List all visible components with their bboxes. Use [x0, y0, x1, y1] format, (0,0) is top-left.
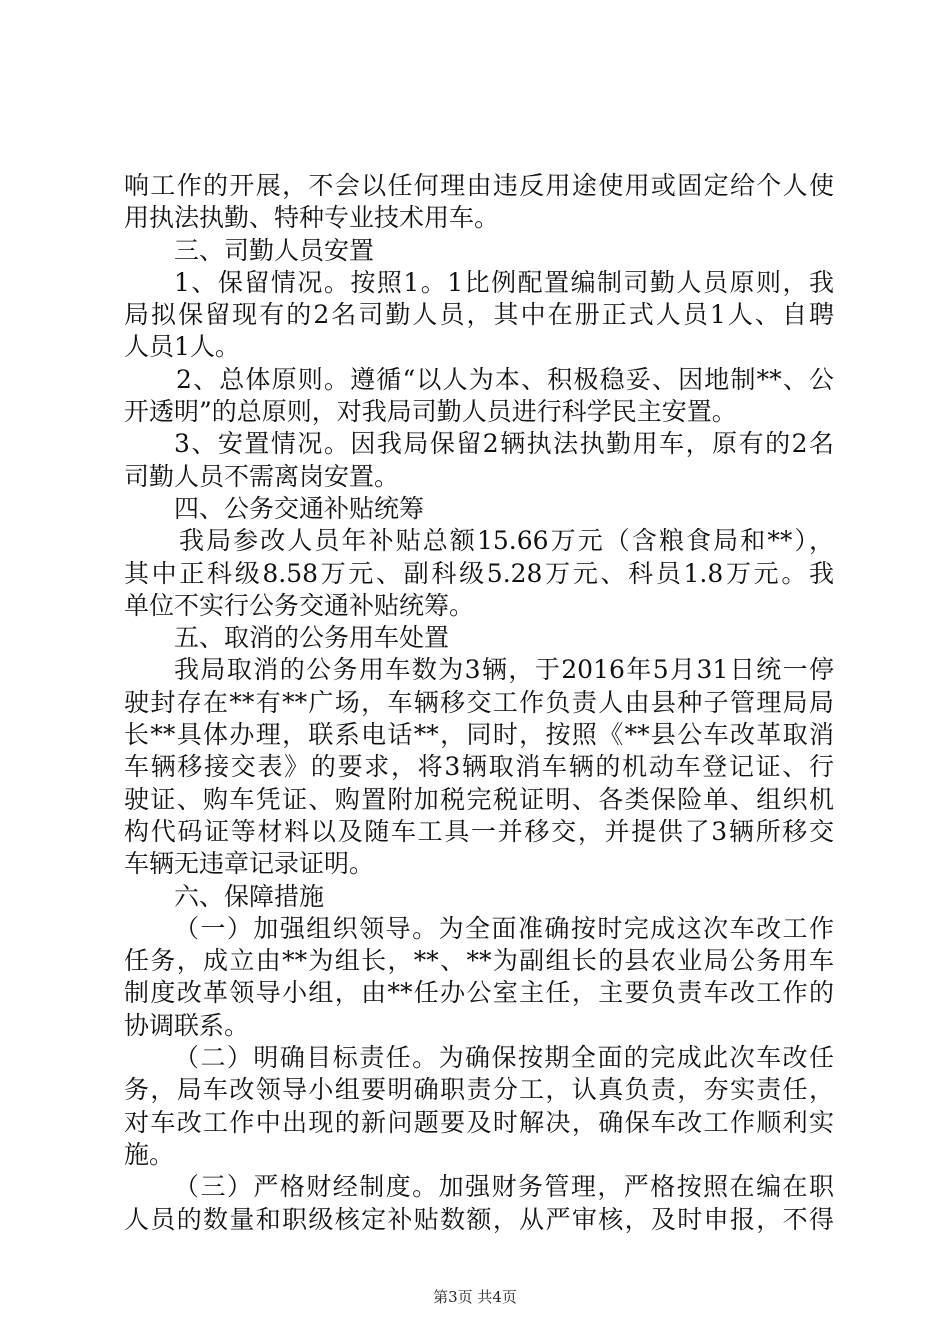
- text-line: 用执法执勤、特种专业技术用车。: [124, 203, 500, 233]
- text-line: 响工作的开展，不会以任何理由违反用途使用或固定给个人使: [124, 171, 834, 200]
- text-line: （三）严格财经制度。加强财务管理，严格按照在编在职: [174, 1172, 834, 1202]
- text-line: 车辆无违章记录证明。: [124, 849, 375, 879]
- section-heading: 四、公务交通补贴统筹: [174, 493, 425, 523]
- text-line: 务，局车改领导小组要明确职责分工，认真负责，夯实责任，: [124, 1075, 834, 1105]
- text-line: 2、总体原则。遵循“以人为本、积极稳妥、因地制**、公: [176, 364, 834, 394]
- page-number-footer: 第3页 共4页: [433, 1288, 517, 1306]
- text-line: 人员1人。: [124, 332, 240, 362]
- text-line: 任务，成立由**为组长，**、**为副组长的县农业局公务用车: [124, 946, 834, 976]
- text-line: 我局参改人员年补贴总额15.66万元（含粮食局和**），: [179, 526, 834, 556]
- section-heading: 六、保障措施: [174, 881, 325, 911]
- text-line: 1、保留情况。按照1。1比例配置编制司勤人员原则，我: [174, 267, 834, 297]
- text-line: 构代码证等材料以及随车工具一并移交，并提供了3辆所移交: [124, 816, 834, 846]
- document-body: [124, 170, 834, 1236]
- text-line: 制度改革领导小组，由**任办公室主任，主要负责车改工作的: [124, 978, 834, 1008]
- text-line: 开透明”的总原则，对我局司勤人员进行科学民主安置。: [124, 397, 737, 427]
- text-line: 局拟保留现有的2名司勤人员，其中在册正式人员1人、自聘: [124, 300, 834, 330]
- text-line: 驶证、购车凭证、购置附加税完税证明、各类保险单、组织机: [124, 784, 834, 814]
- text-line: （一）加强组织领导。为全面准确按时完成这次车改工作: [174, 913, 834, 943]
- text-line: 我局取消的公务用车数为3辆，于2016年5月31日统一停: [174, 655, 834, 685]
- section-heading: 三、司勤人员安置: [174, 235, 375, 265]
- text-line: 其中正科级8.58万元、副科级5.28万元、科员1.8万元。我: [124, 558, 834, 588]
- text-line: 人员的数量和职级核定补贴数额，从严审核，及时申报，不得: [124, 1204, 834, 1234]
- section-heading: 五、取消的公务用车处置: [174, 623, 450, 653]
- text-line: （二）明确目标责任。为确保按期全面的完成此次车改任: [174, 1043, 834, 1073]
- text-line: 驶封存在**有**广场，车辆移交工作负责人由县种子管理局局: [124, 687, 834, 717]
- text-line: 车辆移接交表》的要求，将3辆取消车辆的机动车登记证、行: [124, 752, 834, 782]
- text-line: 单位不实行公务交通补贴统筹。: [124, 590, 475, 620]
- text-line: 协调联系。: [124, 1010, 250, 1040]
- text-line: 长**具体办理，联系电话**，同时，按照《**县公车改革取消: [124, 720, 834, 750]
- text-line: 施。: [124, 1139, 175, 1169]
- text-line: 司勤人员不需离岗安置。: [124, 461, 400, 491]
- text-line: 3、安置情况。因我局保留2辆执法执勤用车，原有的2名: [174, 429, 834, 459]
- text-line: 对车改工作中出现的新问题要及时解决，确保车改工作顺利实: [124, 1107, 834, 1137]
